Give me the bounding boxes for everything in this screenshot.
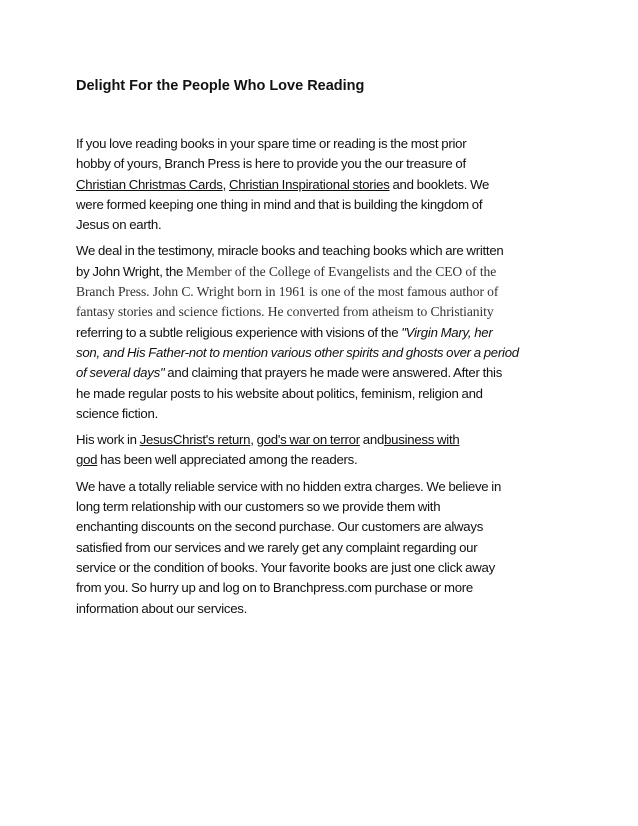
paragraph-service <box>76 477 566 619</box>
link-christian-christmas-cards[interactable]: Christian Christmas Cards <box>76 176 223 192</box>
text-line: satisfied from our services and we rarely get any complaint regarding our <box>76 539 478 555</box>
text-line <box>76 262 566 282</box>
text-fragment: "Virgin Mary, her <box>401 324 493 340</box>
link-jesus-christs-return[interactable]: JesusChrist's return <box>139 432 251 448</box>
text-fragment: and claiming that prayers he made were answered. After this <box>164 365 503 381</box>
text-line: long term relationship with our customers so we provide them with <box>76 499 441 515</box>
text-fragment: by John Wright, the <box>76 263 187 279</box>
text-line: science fiction. <box>76 405 158 421</box>
text-line: We deal in the testimony, miracle books and teaching books which are written <box>76 243 504 259</box>
text-line <box>76 450 566 470</box>
text-line: Branch Press. John C. Wright born in 1961 is one of the most famous author of <box>76 284 499 300</box>
text-line: information about our services. <box>76 600 248 616</box>
text-line: hobby of yours, Branch Press is here to provide you the our treasure of <box>76 156 466 172</box>
text-line: were formed keeping one thing in mind and that is building the kingdom of <box>76 196 483 212</box>
text-line: enchanting discounts on the second purchase. Our customers are always <box>76 519 484 535</box>
page-title: Delight For the People Who Love Reading <box>76 78 365 94</box>
text-fragment: referring to a subtle religious experience with visions of the <box>76 324 402 340</box>
link-business-with-god[interactable]: business with <box>384 432 460 448</box>
text-fragment: , <box>250 432 257 448</box>
text-line <box>76 363 566 383</box>
paragraph-works <box>76 430 566 471</box>
text-line: fantasy stories and science fictions. He converted from atheism to Christianity <box>76 304 494 320</box>
text-fragment: His work in <box>76 432 140 448</box>
link-business-with-god-continued[interactable]: god <box>76 452 98 468</box>
paragraph-about-author <box>76 241 566 424</box>
text-fragment: , <box>222 176 229 192</box>
text-line: service or the condition of books. Your favorite books are just one click away <box>76 559 495 575</box>
text-fragment: has been well appreciated among the readers. <box>97 452 358 468</box>
text-fragment: and booklets. We <box>389 176 490 192</box>
text-line <box>76 323 566 343</box>
text-fragment: and <box>359 432 385 448</box>
text-line: If you love reading books in your spare time or reading is the most prior <box>76 136 467 151</box>
text-line: son, and His Father-not to mention various other spirits and ghosts over a period <box>76 344 519 360</box>
text-fragment: Member of the College of Evangelists and the CEO of the <box>186 263 497 279</box>
text-fragment: of several days" <box>76 365 165 381</box>
text-line: We have a totally reliable service with no hidden extra charges. We believe in <box>76 478 502 494</box>
text-line: Jesus on earth. <box>76 217 162 233</box>
text-line <box>76 430 566 450</box>
paragraph-intro <box>76 134 566 235</box>
text-line <box>76 175 566 195</box>
text-line: from you. So hurry up and log on to Branchpress.com purchase or more <box>76 580 474 596</box>
link-gods-war-on-terror[interactable]: god's war on terror <box>256 432 360 448</box>
link-christian-inspirational-stories[interactable]: Christian Inspirational stories <box>228 176 390 192</box>
document-body <box>76 134 566 625</box>
text-line: he made regular posts to his website about politics, feminism, religion and <box>76 385 483 401</box>
